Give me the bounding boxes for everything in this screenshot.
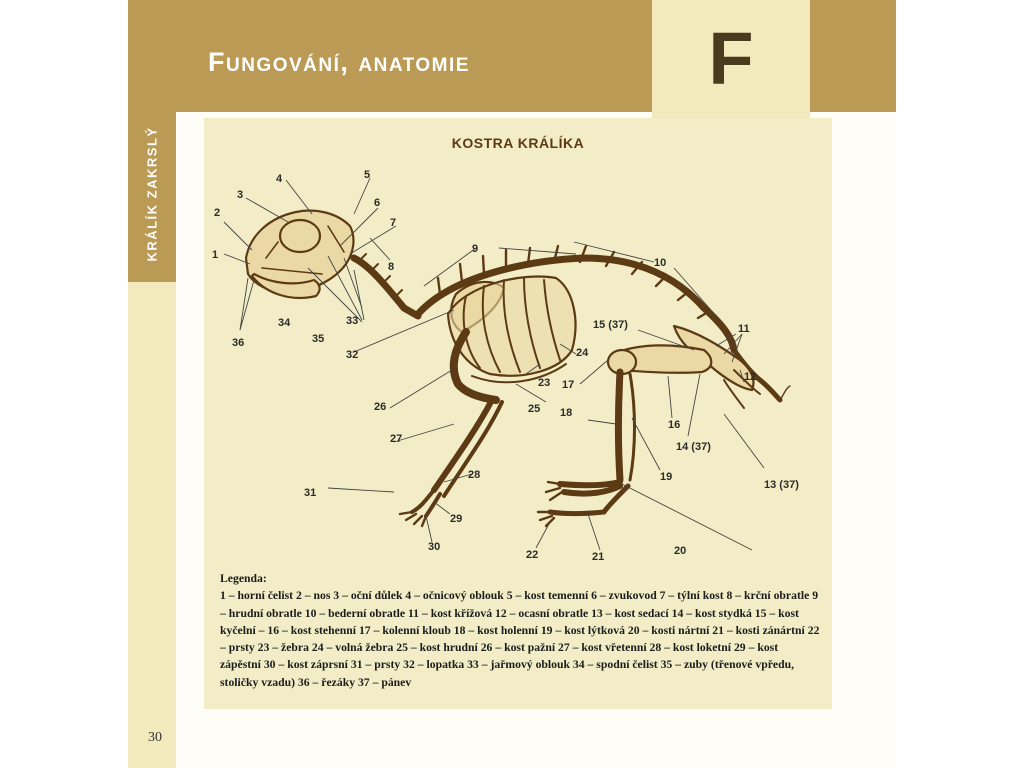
label-22: 22 <box>526 549 539 561</box>
rabbit-skeleton-diagram <box>204 118 832 568</box>
label-33: 33 <box>346 315 359 327</box>
label-6: 6 <box>374 197 381 209</box>
diagram-title: KOSTRA KRÁLÍKA <box>451 135 585 151</box>
book-page <box>128 0 896 768</box>
side-tab <box>128 112 176 282</box>
label-29: 29 <box>450 513 463 525</box>
label-7: 7 <box>390 217 397 229</box>
chapter-letter: F <box>708 17 754 100</box>
label-25: 25 <box>528 403 541 415</box>
label-18: 18 <box>560 407 573 419</box>
label-31: 31 <box>304 487 317 499</box>
label-14: 14 (37) <box>676 441 711 453</box>
legend-text: 1 – horní čelist 2 – nos 3 – oční důlek 4 – očnicový oblouk 5 – kost temenní 6 – zvukovod 7 – týlní kost 8 – krční obratle 9 – hrudní obratle 10 – bederní obratle 11 – kost křížová 12 – ocasní obratle 13 – kost sedací 14 – kost stydká 15 – kost kyčelní – 16 – kost stehenní 17 – kolenní kloub 18 – kost holenní 19 – kost lýtková 20 – kosti nártní 21 – kosti zánártní 22 – prsty 23 – žebra 24 – volná žebra 25 – kost hrudní 26 – kost pažní 27 – kost vřetenní 28 – kost loketní 29 – kost zápěstní 30 – kost záprsní 31 – prsty 32 – lopatka 33 – jařmový oblouk 34 – spodní čelist 35 – zuby (třenové vpředu, stoličky vzadu) 36 – řezáky 37 – pánev <box>220 589 820 689</box>
label-32: 32 <box>346 349 359 361</box>
chapter-letter-box <box>652 0 810 118</box>
page-title: Fungování, anatomie <box>208 47 470 77</box>
label-2: 2 <box>214 207 221 219</box>
label-1: 1 <box>212 249 219 261</box>
side-tab-label: KRÁLÍK ZAKRSLÝ <box>144 126 160 262</box>
label-13: 13 (37) <box>764 479 799 491</box>
label-34: 34 <box>278 317 291 329</box>
label-23: 23 <box>538 377 551 389</box>
label-8: 8 <box>388 261 395 273</box>
label-19: 19 <box>660 471 673 483</box>
legend-heading: Legenda: <box>220 572 267 585</box>
label-4: 4 <box>276 173 283 185</box>
label-9: 9 <box>472 243 479 255</box>
label-12: 12 <box>744 371 757 383</box>
label-17: 17 <box>562 379 575 391</box>
label-24: 24 <box>576 347 589 359</box>
eye-socket <box>280 220 320 252</box>
label-35: 35 <box>312 333 325 345</box>
label-10: 10 <box>654 257 667 269</box>
label-11: 11 <box>738 323 750 335</box>
label-20: 20 <box>674 545 687 557</box>
label-15: 15 (37) <box>593 319 628 331</box>
diagram-panel <box>204 118 832 709</box>
label-36: 36 <box>232 337 245 349</box>
label-28: 28 <box>468 469 481 481</box>
label-30: 30 <box>428 541 441 553</box>
page-number: 30 <box>148 730 162 745</box>
label-26: 26 <box>374 401 387 413</box>
legend <box>220 570 820 691</box>
label-5: 5 <box>364 169 371 181</box>
label-16: 16 <box>668 419 681 431</box>
label-27: 27 <box>390 433 403 445</box>
label-3: 3 <box>237 189 244 201</box>
label-21: 21 <box>592 551 605 563</box>
